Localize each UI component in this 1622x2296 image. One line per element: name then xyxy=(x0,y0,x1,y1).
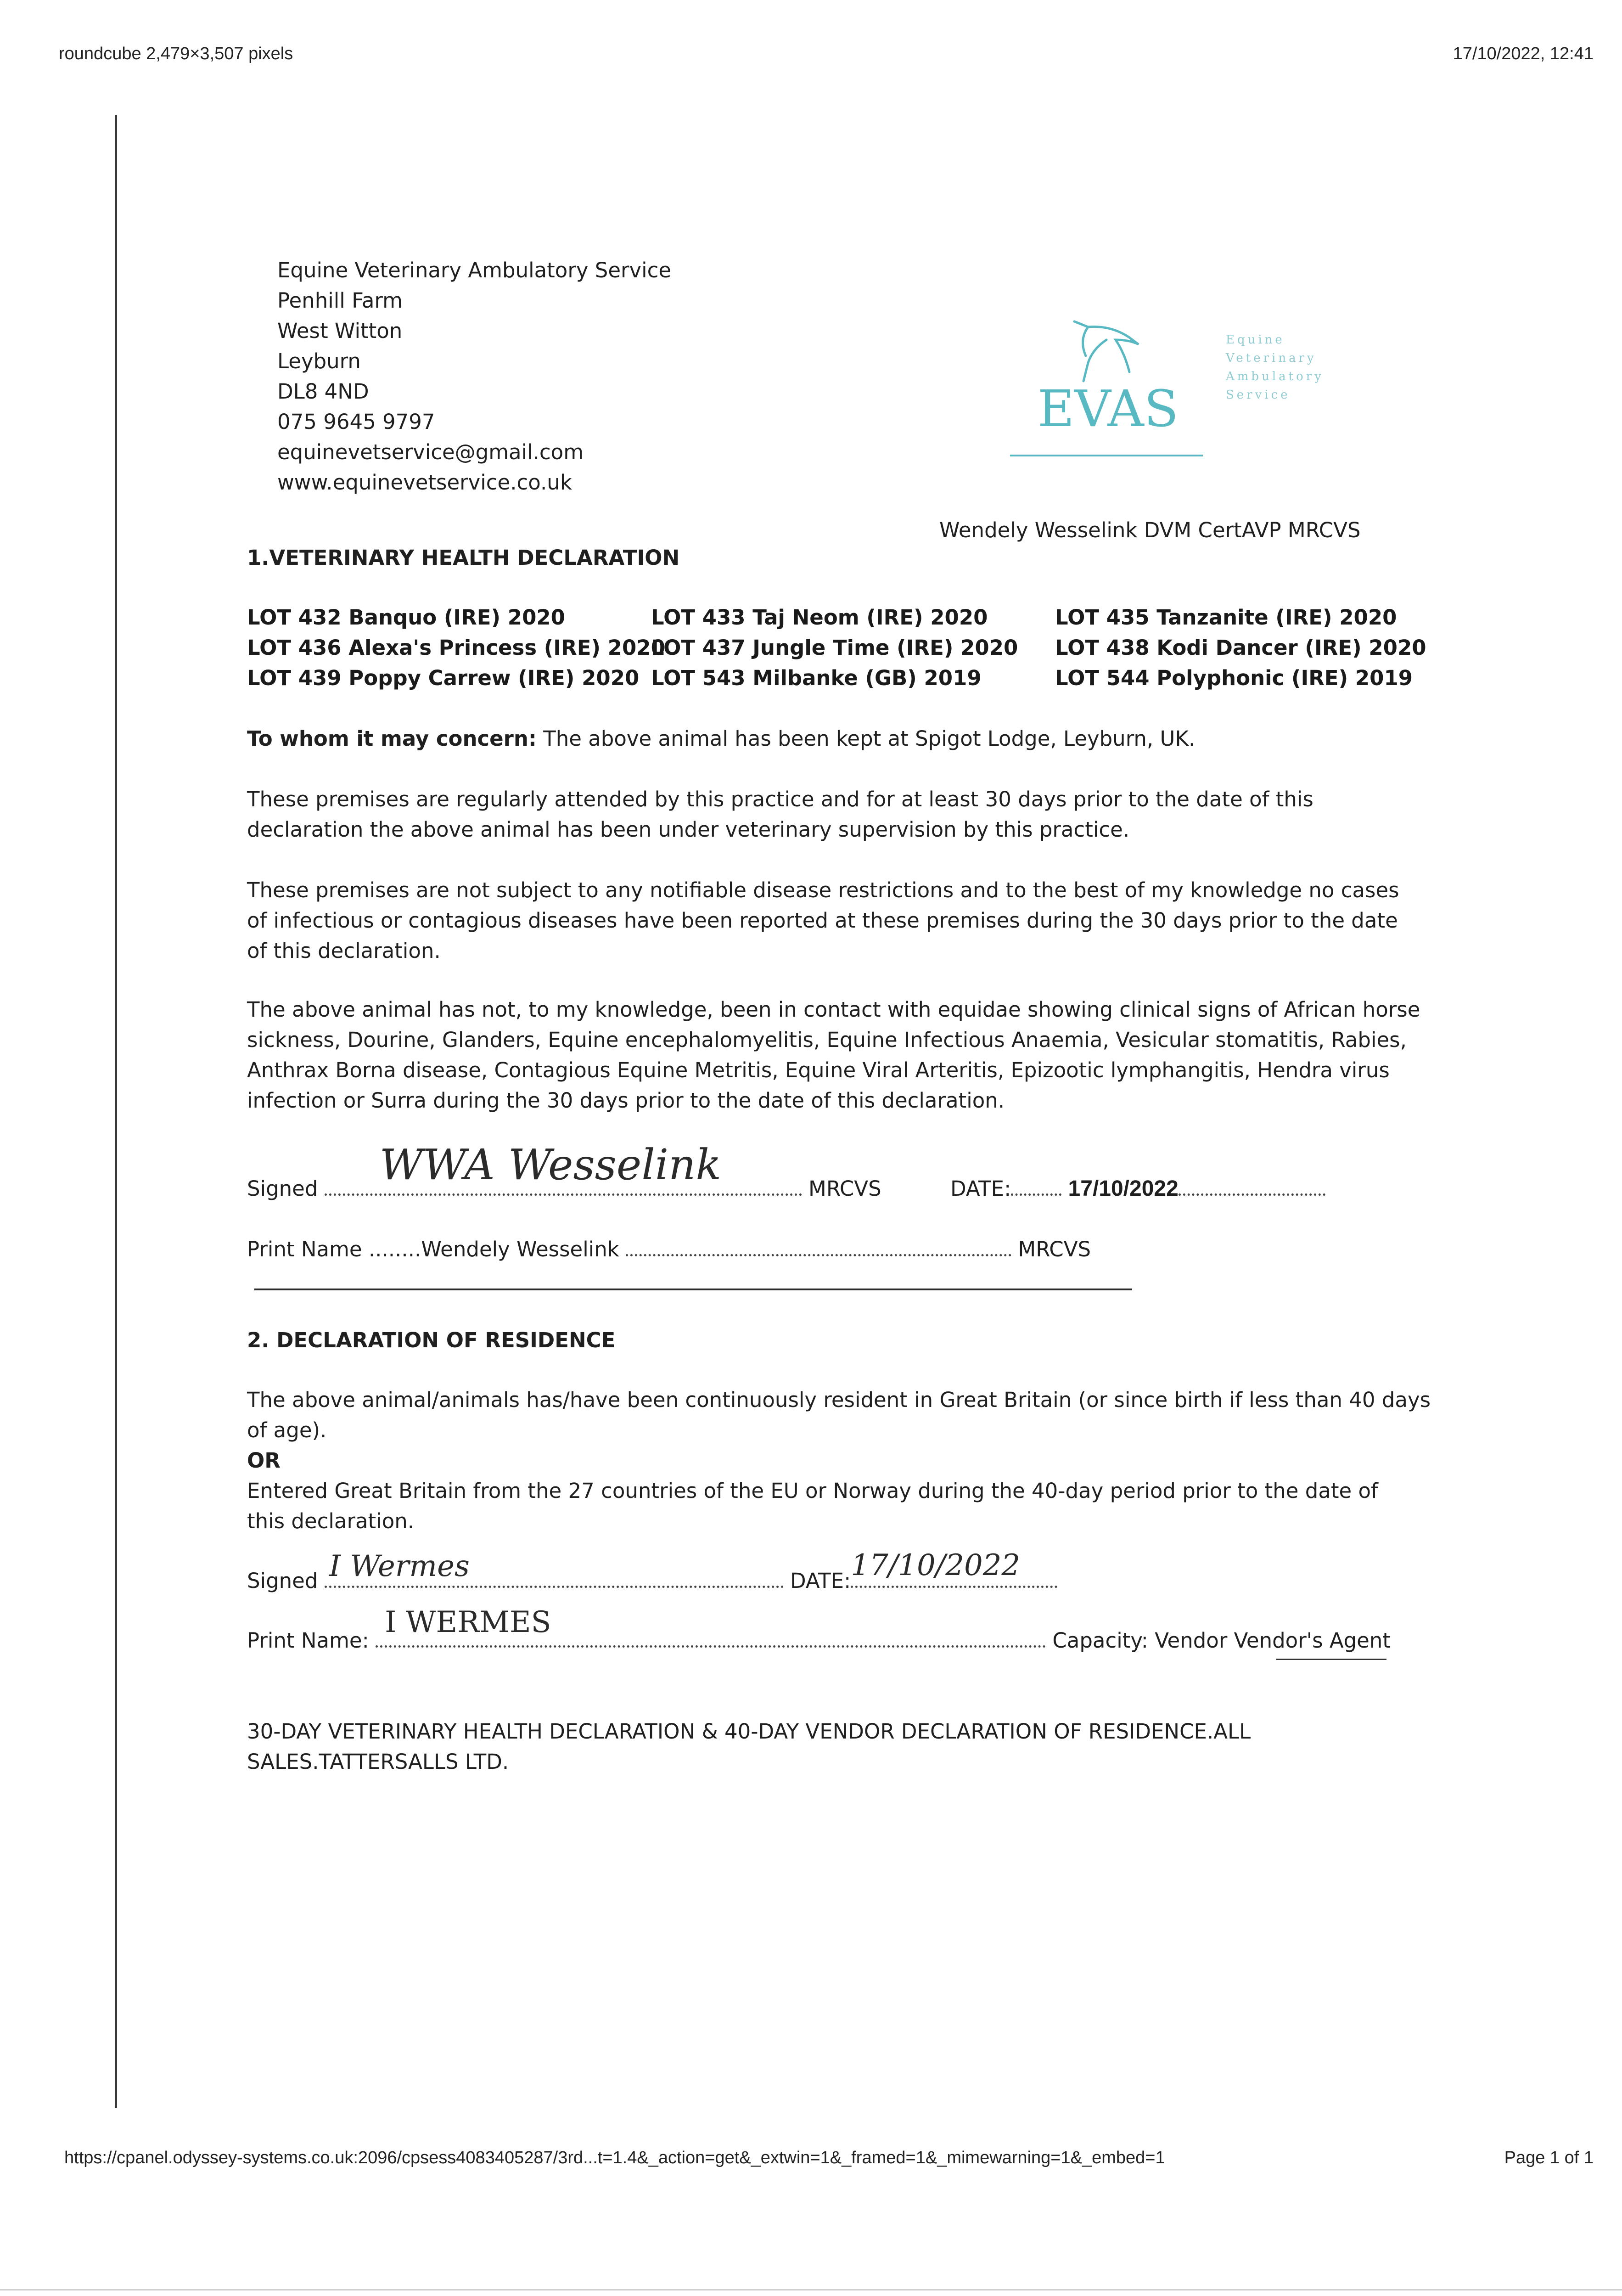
date-label: DATE: xyxy=(790,1569,851,1593)
vendor-signature: I Wermes xyxy=(329,1549,470,1583)
lot-column-2 xyxy=(651,602,1018,693)
section1-title: 1.VETERINARY HEALTH DECLARATION xyxy=(247,546,680,570)
section1-para2: These premises are not subject to any notifiable disease restrictions and to the best of my knowledge no cases of infectious or contagious diseases have been reported at these premises during the 30 days prior to the date of this declaration. xyxy=(247,878,1399,963)
address-website: www.equinevetservice.co.uk xyxy=(277,470,572,495)
address-line: Penhill Farm xyxy=(277,288,403,313)
logo-word: Ambulatory xyxy=(1226,370,1324,383)
vendor-signature-field xyxy=(325,1549,784,1588)
date-label: DATE: xyxy=(950,1176,1011,1201)
section2-title: 2. DECLARATION OF RESIDENCE xyxy=(247,1328,616,1352)
address-block xyxy=(277,255,671,498)
address-line: DL8 4ND xyxy=(277,379,369,404)
signed-label: Signed xyxy=(247,1569,318,1593)
logo-abbr: EVAS xyxy=(1038,379,1179,438)
print-name-label: Print Name: xyxy=(247,1628,369,1653)
lot-item: LOT 544 Polyphonic (IRE) 2019 xyxy=(1055,666,1413,690)
page-bottom-edge xyxy=(0,2289,1622,2290)
lot-item: LOT 435 Tanzanite (IRE) 2020 xyxy=(1055,605,1397,630)
logo-word: Veterinary xyxy=(1226,351,1317,365)
address-line: West Witton xyxy=(277,319,403,343)
vet-name: Wendely Wesselink DVM CertAVP MRCVS xyxy=(939,518,1361,542)
lot-item: LOT 433 Taj Neom (IRE) 2020 xyxy=(651,605,988,630)
logo-underline xyxy=(1010,455,1203,456)
print-name-value: Wendely Wesselink xyxy=(421,1237,619,1261)
lot-item: LOT 437 Jungle Time (IRE) 2020 xyxy=(651,636,1018,660)
scan-margin-rule xyxy=(115,115,117,2108)
address-line: 075 9645 9797 xyxy=(277,410,435,434)
lot-item: LOT 439 Poppy Carrew (IRE) 2020 xyxy=(247,666,640,690)
lot-item: LOT 432 Banquo (IRE) 2020 xyxy=(247,605,565,630)
print-name-dots xyxy=(626,1236,1011,1256)
browser-header-right: 17/10/2022, 12:41 xyxy=(1453,44,1594,63)
signature-field xyxy=(325,1140,802,1196)
date-dots-trailing xyxy=(1179,1175,1325,1196)
date-dots xyxy=(1011,1175,1061,1196)
lot-column-3 xyxy=(1055,602,1426,693)
section1-para1: These premises are regularly attended by this practice and for at least 30 days prior to the date of this declaration the above animal has been under veterinary supervision by this practice. xyxy=(247,787,1313,842)
logo-word: Equine xyxy=(1226,333,1285,347)
browser-footer-page: Page 1 of 1 xyxy=(1504,2148,1594,2167)
capacity-underline xyxy=(1276,1659,1386,1660)
logo-words xyxy=(1226,331,1324,404)
lot-item: LOT 436 Alexa's Princess (IRE) 2020 xyxy=(247,636,665,660)
lot-column-1 xyxy=(247,602,665,693)
print-name-suffix: MRCVS xyxy=(1018,1237,1091,1261)
address-line: Leyburn xyxy=(277,349,361,373)
section-divider xyxy=(254,1289,1132,1290)
lot-item: LOT 543 Milbanke (GB) 2019 xyxy=(651,666,982,690)
print-name-label: Print Name ........ xyxy=(247,1237,421,1261)
section2-para1: The above animal/animals has/have been continuously resident in Great Britain (or since birth if less than 40 days of age). xyxy=(247,1388,1431,1442)
concern-line xyxy=(247,724,1422,754)
section2-or: OR xyxy=(247,1448,281,1473)
vet-signature: WWA Wesselink xyxy=(379,1140,722,1189)
concern-label: To whom it may concern: xyxy=(247,726,537,751)
capacity-label: Capacity: Vendor Vendor's Agent xyxy=(1052,1628,1391,1653)
vendor-signature-line xyxy=(247,1548,1057,1596)
section2-para2: Entered Great Britain from the 27 countries of the EU or Norway during the 40-day period prior to the date of this declaration. xyxy=(247,1479,1378,1533)
mrcvs-label: MRCVS xyxy=(808,1176,881,1201)
vendor-print-name-field xyxy=(376,1605,1046,1648)
vet-signature-line xyxy=(247,1140,881,1204)
vet-date-line xyxy=(950,1174,1325,1204)
vendor-print-name-line xyxy=(247,1605,1391,1656)
browser-footer-url: https://cpanel.odyssey-systems.co.uk:2096/cpsess4083405287/3rd...t=1.4&_action=get&_extwin=1&_framed=1&_mimewarning=1&_embed=1 xyxy=(64,2148,1165,2167)
vet-print-name-line xyxy=(247,1234,1091,1265)
lot-item: LOT 438 Kodi Dancer (IRE) 2020 xyxy=(1055,636,1426,660)
address-email: equinevetservice@gmail.com xyxy=(277,440,584,464)
logo-word: Service xyxy=(1226,388,1291,402)
section1-para3: The above animal has not, to my knowledge, been in contact with equidae showing clinical signs of African horse sickness, Dourine, Glanders, Equine encephalomyelitis, Equine Infectious Anaemia, Vesicular stomatitis, Rabies, Anthrax Borna disease, Contagious Equine Metritis, Equine Viral Arteritis, Epizootic lymphangitis, Hendra virus infection or Surra during the 30 days prior to the date of this declaration. xyxy=(247,997,1420,1113)
footer-note: 30-DAY VETERINARY HEALTH DECLARATION & 40-DAY VENDOR DECLARATION OF RESIDENCE.ALL SALES.TATTERSALLS LTD. xyxy=(247,1719,1251,1774)
signed-label: Signed xyxy=(247,1176,318,1201)
vendor-date: 17/10/2022 xyxy=(851,1548,1021,1582)
vendor-date-field xyxy=(851,1548,1057,1588)
vendor-print-name: I WERMES xyxy=(385,1605,551,1639)
browser-header-left: roundcube 2,479×3,507 pixels xyxy=(59,44,293,63)
address-line: Equine Veterinary Ambulatory Service xyxy=(277,258,672,282)
horse-head-icon xyxy=(1061,312,1152,390)
date-value: 17/10/2022 xyxy=(1068,1176,1179,1201)
concern-text: The above animal has been kept at Spigot Lodge, Leyburn, UK. xyxy=(536,726,1195,751)
evas-logo xyxy=(1010,303,1359,468)
